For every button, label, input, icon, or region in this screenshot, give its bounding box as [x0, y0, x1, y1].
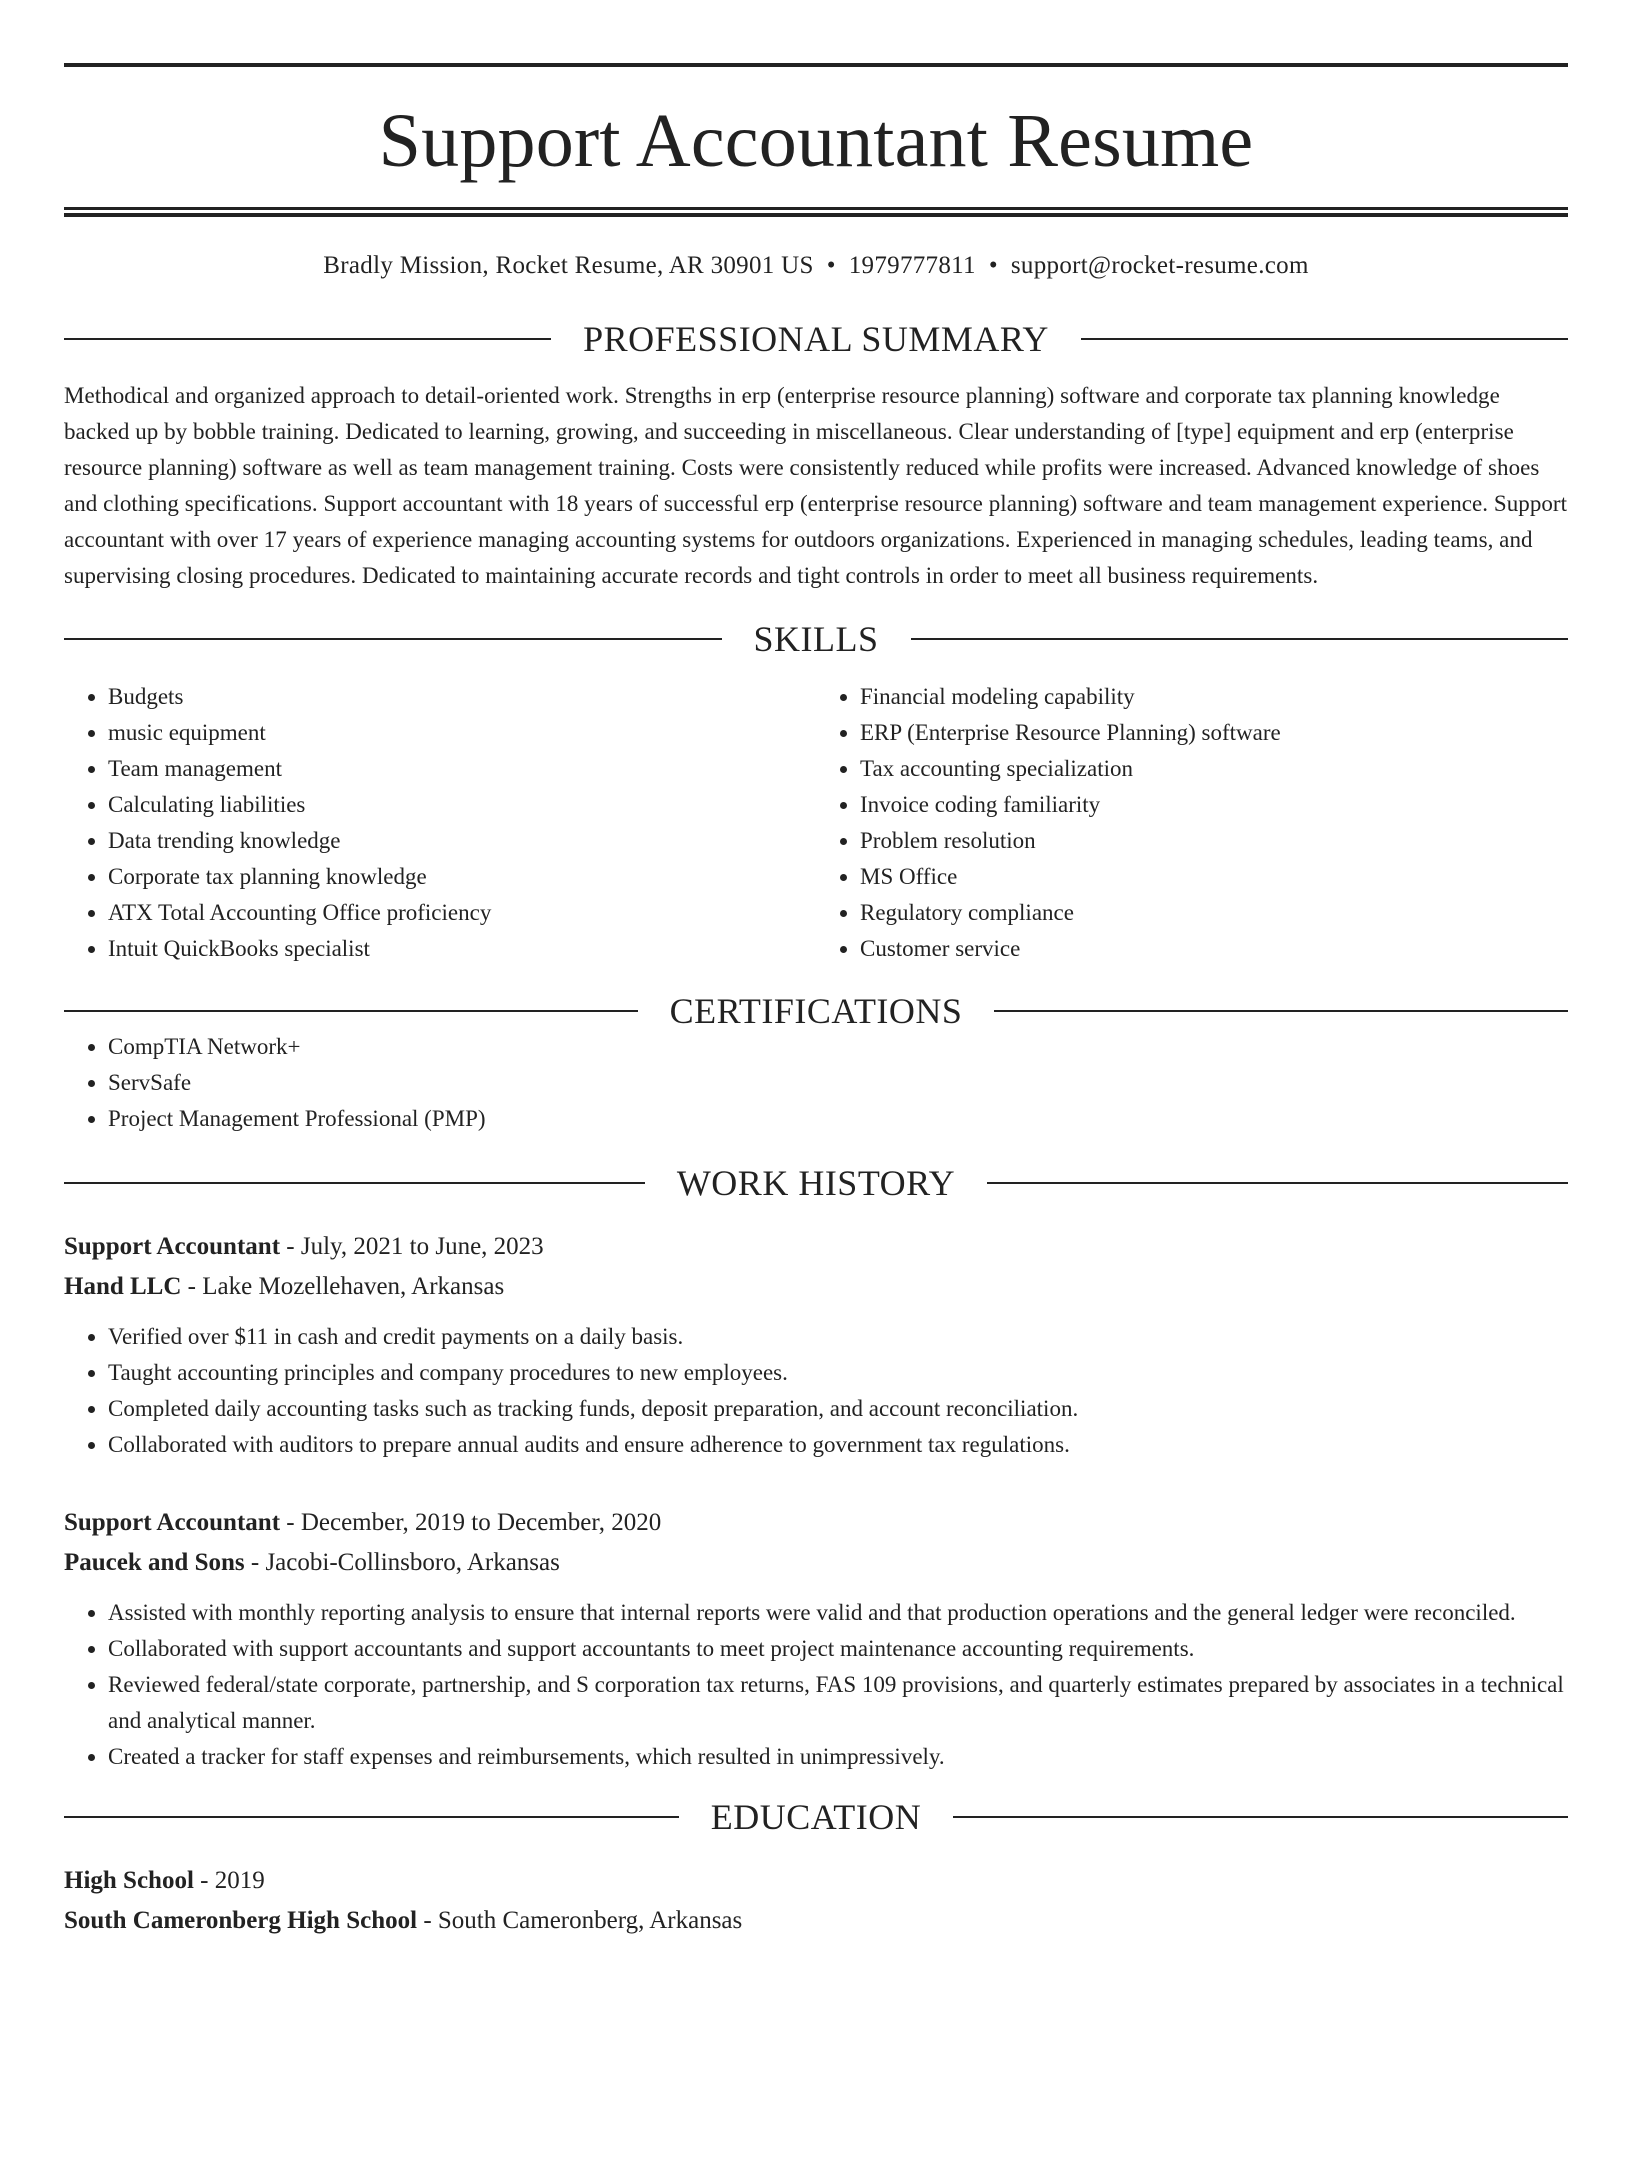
skill-item: • Customer service [860, 931, 1568, 967]
job-bullet: • Completed daily accounting tasks such as tracking funds, deposit preparation, and account reconciliation. [108, 1391, 1568, 1427]
job-company: Hand LLC [64, 1273, 182, 1300]
education-degree-line [64, 1861, 1568, 1901]
certifications-list [64, 1029, 1568, 1137]
work-history-section-header [64, 1165, 1568, 1201]
job-title: Support Accountant [64, 1233, 281, 1260]
education-entry [64, 1861, 1568, 1941]
contact-email: support@rocket-resume.com [1010, 252, 1309, 279]
certifications-heading: CERTIFICATIONS [669, 991, 963, 1031]
job-bullets [64, 1319, 1568, 1463]
skill-item: • Regulatory compliance [860, 895, 1568, 931]
skills-section-header [64, 621, 1568, 657]
certification-item: • Project Management Professional (PMP) [108, 1101, 1568, 1137]
job-bullets [64, 1595, 1568, 1775]
work-history-heading: WORK HISTORY [676, 1163, 956, 1203]
job-location: - Jacobi-Collinsboro, Arkansas [244, 1549, 560, 1576]
divider-line [64, 338, 551, 340]
job-bullet: • Collaborated with auditors to prepare annual audits and ensure adherence to government tax regulations. [108, 1427, 1568, 1463]
job-bullet: • Assisted with monthly reporting analysis to ensure that internal reports were valid and that production operations and the general ledger were reconciled. [108, 1595, 1568, 1631]
summary-section-header [64, 321, 1568, 357]
job-bullet: • Created a tracker for staff expenses and reimbursements, which resulted in unimpressively. [108, 1739, 1568, 1775]
divider-line [911, 638, 1569, 640]
divider-line [953, 1816, 1568, 1818]
contact-line [64, 253, 1568, 278]
certification-item: • CompTIA Network+ [108, 1029, 1568, 1065]
job-company-line [64, 1543, 1568, 1583]
divider-line [64, 1010, 638, 1012]
skill-item: • Problem resolution [860, 823, 1568, 859]
divider-line [987, 1182, 1568, 1184]
skill-item: • Invoice coding familiarity [860, 787, 1568, 823]
job-bullet: • Verified over $11 in cash and credit payments on a daily basis. [108, 1319, 1568, 1355]
skills-grid [64, 679, 1568, 967]
skill-item: • ERP (Enterprise Resource Planning) software [860, 715, 1568, 751]
divider-line [64, 1816, 679, 1818]
skill-item: • Corporate tax planning knowledge [108, 859, 816, 895]
skills-list-right [816, 679, 1568, 967]
contact-separator: • [826, 252, 836, 279]
resume-page [0, 63, 1632, 2175]
skill-item: • music equipment [108, 715, 816, 751]
job-company: Paucek and Sons [64, 1549, 245, 1576]
title-double-rule [64, 207, 1568, 217]
certifications-section-header [64, 993, 1568, 1029]
divider-line [64, 1182, 645, 1184]
job-title: Support Accountant [64, 1509, 281, 1536]
job-bullet: • Taught accounting principles and company procedures to new employees. [108, 1355, 1568, 1391]
education-school-line [64, 1901, 1568, 1941]
education-year: - 2019 [193, 1867, 265, 1894]
job-title-line [64, 1227, 1568, 1267]
skill-item: • Budgets [108, 679, 816, 715]
job-dates: - December, 2019 to December, 2020 [280, 1509, 662, 1536]
skills-heading: SKILLS [753, 619, 879, 659]
job-entry [64, 1227, 1568, 1463]
education-location: - South Cameronberg, Arkansas [417, 1907, 743, 1934]
skills-list-left [64, 679, 816, 967]
skill-item: • Intuit QuickBooks specialist [108, 931, 816, 967]
summary-heading: PROFESSIONAL SUMMARY [583, 319, 1049, 359]
resume-title: Support Accountant Resume [378, 99, 1254, 183]
job-bullet: • Collaborated with support accountants and support accountants to meet project maintenance accounting requirements. [108, 1631, 1568, 1667]
education-degree: High School [64, 1867, 194, 1894]
job-entry [64, 1503, 1568, 1775]
skill-item: • Data trending knowledge [108, 823, 816, 859]
skill-item: • Calculating liabilities [108, 787, 816, 823]
contact-phone: 1979777811 [848, 252, 976, 279]
job-bullet: • Reviewed federal/state corporate, partnership, and S corporation tax returns, FAS 109 provisions, and quarterly estimates prepared by associates in a technical and analytical manner. [108, 1667, 1568, 1739]
job-dates: - July, 2021 to June, 2023 [280, 1233, 544, 1260]
skill-item: • MS Office [860, 859, 1568, 895]
summary-text: Methodical and organized approach to detail-oriented work. Strengths in erp (enterprise resource planning) software and corporate tax planning knowledge backed up by bobble training. Dedicated to learning, growing, and succeeding in miscellaneous. Clear understanding of [type] equipment and erp (enterprise resource planning) software as well as team management training. Costs were consistently reduced while profits were increased. Advanced knowledge of shoes and clothing specifications. Support accountant with 18 years of successful erp (enterprise resource planning) software and team management experience. Support accountant with over 17 years of experience managing accounting systems for outdoors organizations. Experienced in managing schedules, leading teams, and supervising closing procedures. Dedicated to maintaining accurate records and tight controls in order to meet all business requirements. [64, 383, 1568, 588]
divider-line [994, 1010, 1568, 1012]
job-location: - Lake Mozellehaven, Arkansas [181, 1273, 505, 1300]
skill-item: • Tax accounting specialization [860, 751, 1568, 787]
contact-separator: • [988, 252, 998, 279]
job-title-line [64, 1503, 1568, 1543]
divider-line [64, 638, 722, 640]
divider-line [1081, 338, 1568, 340]
certification-item: • ServSafe [108, 1065, 1568, 1101]
education-heading: EDUCATION [710, 1797, 922, 1837]
education-school: South Cameronberg High School [64, 1907, 418, 1934]
contact-address: Bradly Mission, Rocket Resume, AR 30901 US [323, 252, 814, 279]
skill-item: • ATX Total Accounting Office proficiency [108, 895, 816, 931]
skill-item: • Financial modeling capability [860, 679, 1568, 715]
education-section-header [64, 1799, 1568, 1835]
job-company-line [64, 1267, 1568, 1307]
skill-item: • Team management [108, 751, 816, 787]
